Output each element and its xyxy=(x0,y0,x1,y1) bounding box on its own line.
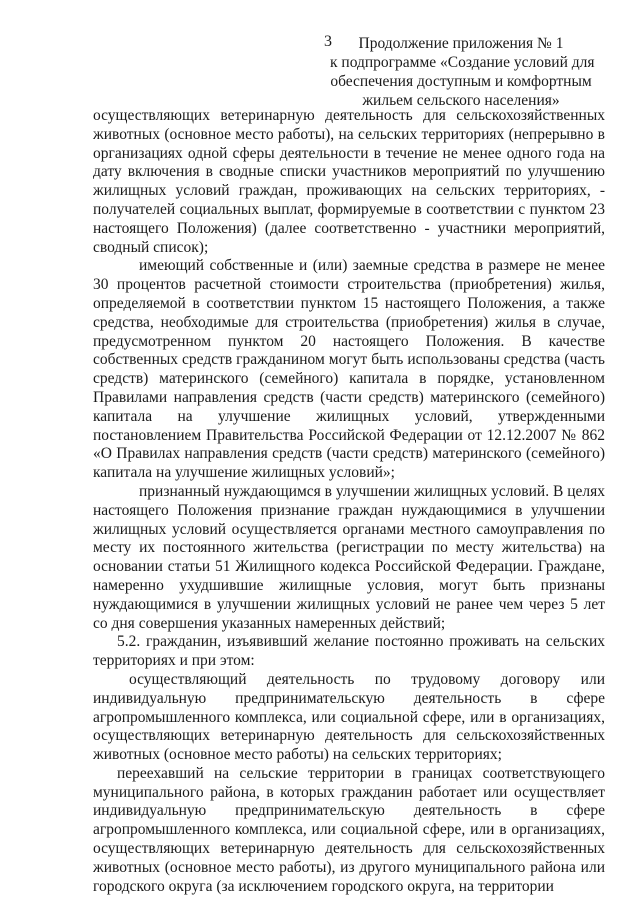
paragraph-continuation: осуществляющих ветеринарную деятельность для сельскохозяйственных животных (основное место работы), на сельских территориях (непрерывно в организациях одной сферы деятельности в течение не менее одного года на дату включения в сводные списки участников мероприятий по улучшению жилищных условий граждан, проживающих на сельских территориях, - получателей социальных выплат, формируемые в соответствии с пунктом 23 настоящего Положения) (далее соответственно - участники мероприятий, сводный список); xyxy=(93,107,605,256)
paragraph-own-funds: имеющий собственные и (или) заемные средства в размере не менее 30 процентов расчетной стоимости строительства (приобретения) жилья, определяемой в соответствии пунктом 15 настоящего Положения, а также средства, необходимые для строительства (приобретения) жилья в случае, предусмотренном пунктом 20 настоящего Положения. В качестве собственных средств гражданином могут быть использованы средства (часть средств) материнского (семейного) капитала в порядке, установленном Правилами направления средств (части средств) материнского (семейного) капитала на улучшение жилищных условий, утвержденными постановлением Правительства Российской Федерации от 12.12.2007 № 862 «О Правилах направления средств (части средств) материнского (семейного) капитала на улучшение жилищных условий»; xyxy=(93,257,605,482)
page-number: 3 xyxy=(324,33,332,50)
paragraph-employment: осуществляющий деятельность по трудовому договору или индивидуальную предпринимательскую деятельность в сфере агропромышленного комплекса, или социальной сфере, или в организациях, осуществляющих ветеринарную деятельность для сельскохозяйственных животных (основное место работы) на сельских территориях; xyxy=(93,670,605,764)
paragraph-clause-5-2: 5.2. гражданин, изъявивший желание постоянно проживать на сельских территориях и при этом: xyxy=(93,633,605,670)
paragraph-relocation: переехавший на сельские территории в границах соответствующего муниципального района, в которых гражданин работает или осуществляет индивидуальную предпринимательскую деятельность в сфере агропромышленного комплекса, или социальной сфере, или в организациях, осуществляющих ветеринарную деятельность для сельскохозяйственных животных (основное место работы), из другого муниципального района или городского округа (за исключением городского округа, на территории xyxy=(93,764,605,895)
paragraph-housing-need: признанный нуждающимся в улучшении жилищных условий. В целях настоящего Положения признание граждан нуждающимися в улучшении жилищных условий осуществляется органами местного самоуправления по месту их постоянного жительства (регистрации по месту жительства) на основании статьи 51 Жилищного кодекса Российской Федерации. Граждане, намеренно ухудшившие жилищные условия, могут быть признаны нуждающимися в улучшении жилищных условий не ранее чем через 5 лет со дня совершения указанных намеренных действий; xyxy=(93,482,605,632)
appendix-header xyxy=(330,34,595,110)
appendix-header-line: к подпрограмме «Создание условий для xyxy=(330,54,595,71)
appendix-header-line: Продолжение приложения № 1 xyxy=(358,35,564,52)
document-body xyxy=(93,107,605,896)
appendix-header-line: обеспечения доступным и комфортным xyxy=(330,73,592,90)
appendix-header-line: жильем сельского населения» xyxy=(362,92,560,109)
